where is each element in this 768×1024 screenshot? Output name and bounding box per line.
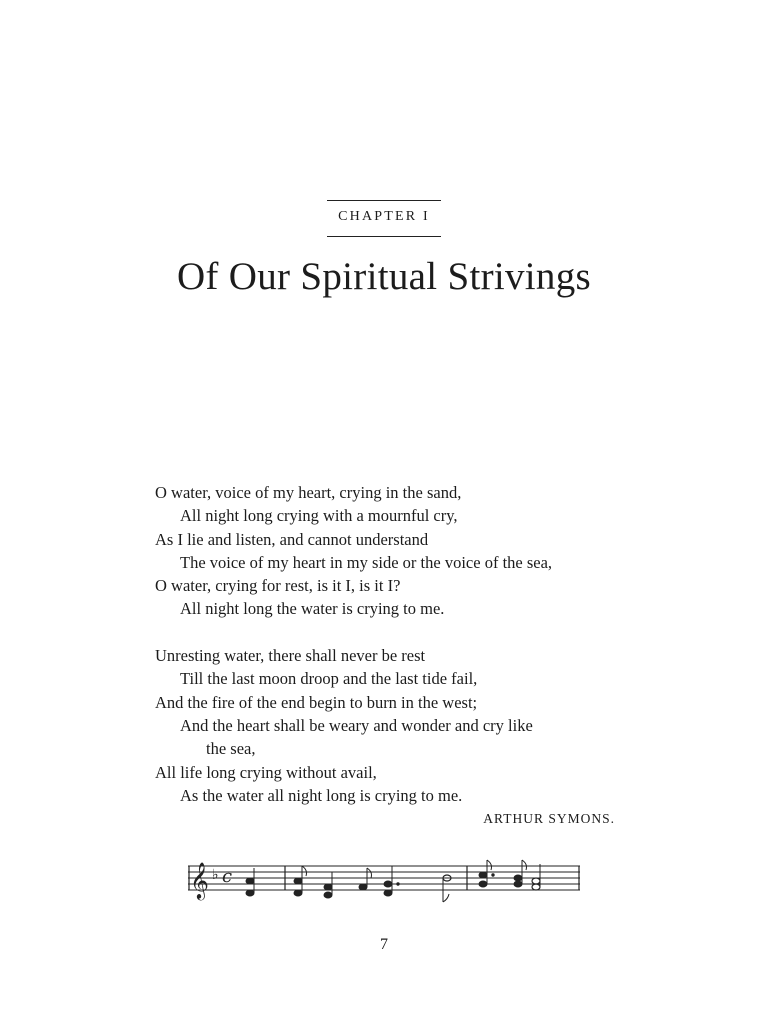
music-note [294,890,302,896]
chapter-label: CHAPTER I [338,209,430,224]
music-note [246,890,254,896]
poem-line: the sea, [206,739,256,759]
time-signature: c [222,866,233,887]
poem-line: All night long crying with a mournful cry, [180,506,458,526]
page-number: 7 [380,936,388,953]
poem-line: As the water all night long is crying to me. [180,785,463,805]
music-note [324,884,332,890]
key-signature: ♭ [212,867,219,883]
music-note [359,884,367,890]
poem-line: All life long crying without avail, [155,762,377,782]
chapter-rule-bottom [327,236,441,237]
music-note [532,878,540,884]
music-note [514,875,522,881]
music-note [479,872,487,878]
stanza-gap [155,621,625,644]
poem-line: O water, crying for rest, is it I, is it I? [155,576,401,596]
poem-line: And the fire of the end begin to burn in the west; [155,692,478,712]
music-note [324,892,332,898]
music-note [514,881,522,887]
music-note [384,881,392,887]
poem-line: All night long the water is crying to me. [180,599,445,619]
poem-line: Till the last moon droop and the last tide fail, [180,669,478,689]
chapter-rule-top [327,200,441,201]
music-note [479,881,487,887]
epigraph-poem [155,481,625,830]
poem-attribution: ARTHUR SYMONS. [483,811,615,827]
music-score [160,852,590,912]
music-note [294,878,302,884]
music-note [384,890,392,896]
music-note [532,884,540,890]
chapter-title: Of Our Spiritual Strivings [176,255,592,298]
poem-stanza-1 [155,481,625,621]
poem-line: And the heart shall be weary and wonder and cry like [180,715,533,735]
poem-line: As I lie and listen, and cannot understand [155,529,429,549]
music-note [246,878,254,884]
poem-line: O water, voice of my heart, crying in the sand, [155,483,462,502]
poem-line: Unresting water, there shall never be rest [155,646,426,666]
treble-clef-icon: 𝄞 [190,861,209,899]
poem-stanza-2 [155,644,625,807]
poem-line: The voice of my heart in my side or the voice of the sea, [180,552,553,572]
